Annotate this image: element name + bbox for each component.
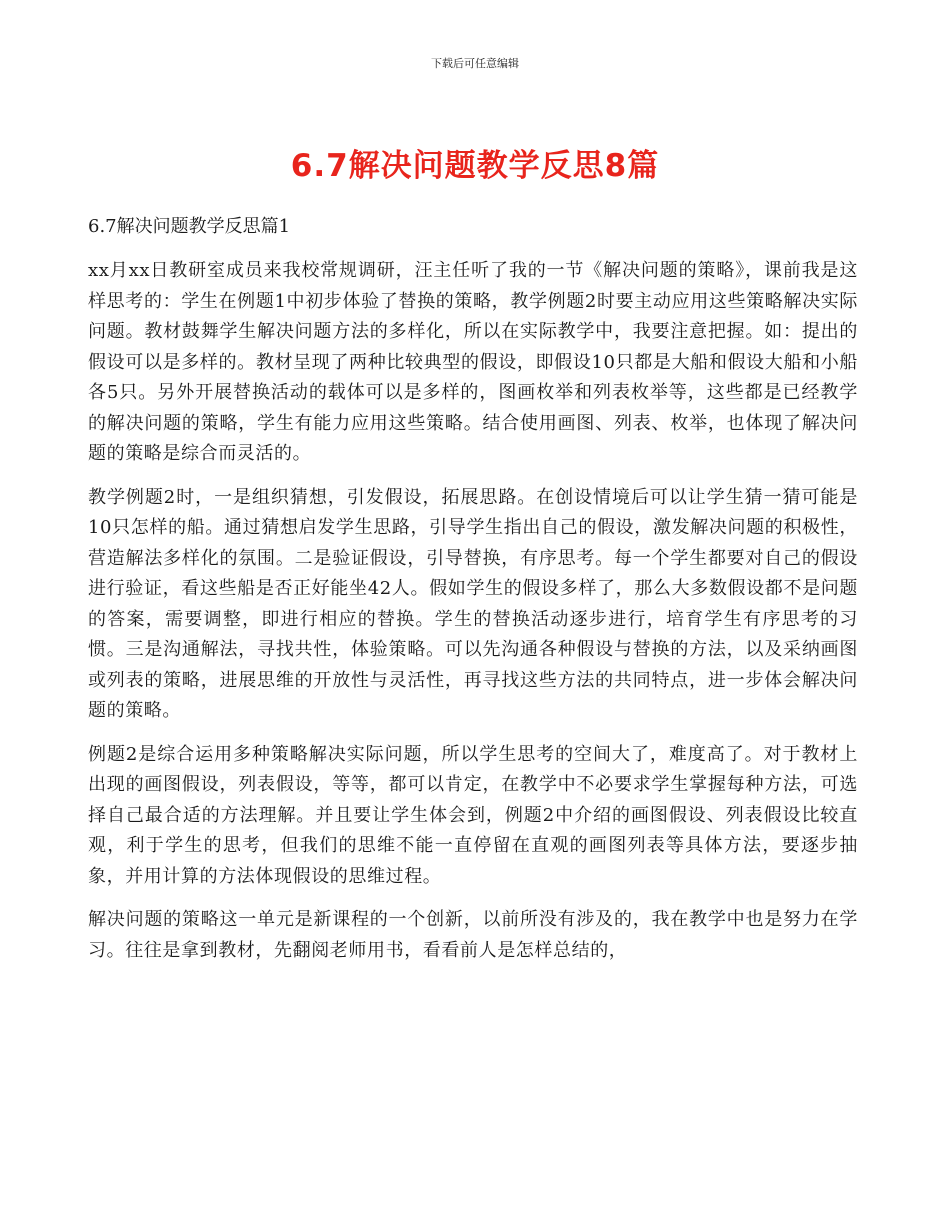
section-heading: 6.7解决问题教学反思篇1: [88, 216, 291, 237]
paragraph-2: 教学例题2时，一是组织猜想，引发假设，拓展思路。在创设情境后可以让学生猜一猜可能是10只怎样的船。通过猜想启发学生思路，引导学生指出自己的假设，激发解决问题的积极性，营造解法多样化的氛围。二是验证假设，引导替换，有序思考。每一个学生都要对自己的假设进行验证，看这些船是否正好能坐42人。假如学生的假设多样了，那么大多数假设都不是问题的答案，需要调整，即进行相应的替换。学生的替换活动逐步进行，培育学生有序思考的习惯。三是沟通解法，寻找共性，体验策略。可以先沟通各种假设与替换的方法，以及采纳画图或列表的策略，进展思维的开放性与灵活性，再寻找这些方法的共同特点，进一步体会解决问题的策略。: [88, 486, 858, 721]
paragraph-4: 解决问题的策略这一单元是新课程的一个创新，以前所没有涉及的，我在教学中也是努力在学习。往往是拿到教材，先翻阅老师用书，看看前人是怎样总结的，: [88, 909, 858, 961]
page-header-note: 下载后可任意编辑: [431, 57, 519, 70]
paragraph-3: 例题2是综合运用多种策略解决实际问题，所以学生思考的空间大了，难度高了。对于教材上出现的画图假设，列表假设，等等，都可以肯定，在教学中不必要求学生掌握每种方法，可选择自己最合适的方法理解。并且要让学生体会到，例题2中介绍的画图假设、列表假设比较直观，利于学生的思考，但我们的思维不能一直停留在直观的画图列表等具体方法，要逐步抽象，并用计算的方法体现假设的思维过程。: [88, 743, 858, 887]
document-body: [88, 212, 858, 979]
document-title: 6.7解决问题教学反思8篇: [290, 148, 660, 184]
paragraph-1: xx月xx日教研室成员来我校常规调研，汪主任听了我的一节《解决问题的策略》，课前我是这样思考的：学生在例题1中初步体验了替换的策略，教学例题2时要主动应用这些策略解决实际问题。教材鼓舞学生解决问题方法的多样化，所以在实际教学中，我要注意把握。如：提出的假设可以是多样的。教材呈现了两种比较典型的假设，即假设10只都是大船和假设大船和小船各5只。另外开展替换活动的载体可以是多样的，图画枚举和列表枚举等，这些都是已经教学的解决问题的策略，学生有能力应用这些策略。结合使用画图、列表、枚举，也体现了解决问题的策略是综合而灵活的。: [88, 260, 858, 464]
